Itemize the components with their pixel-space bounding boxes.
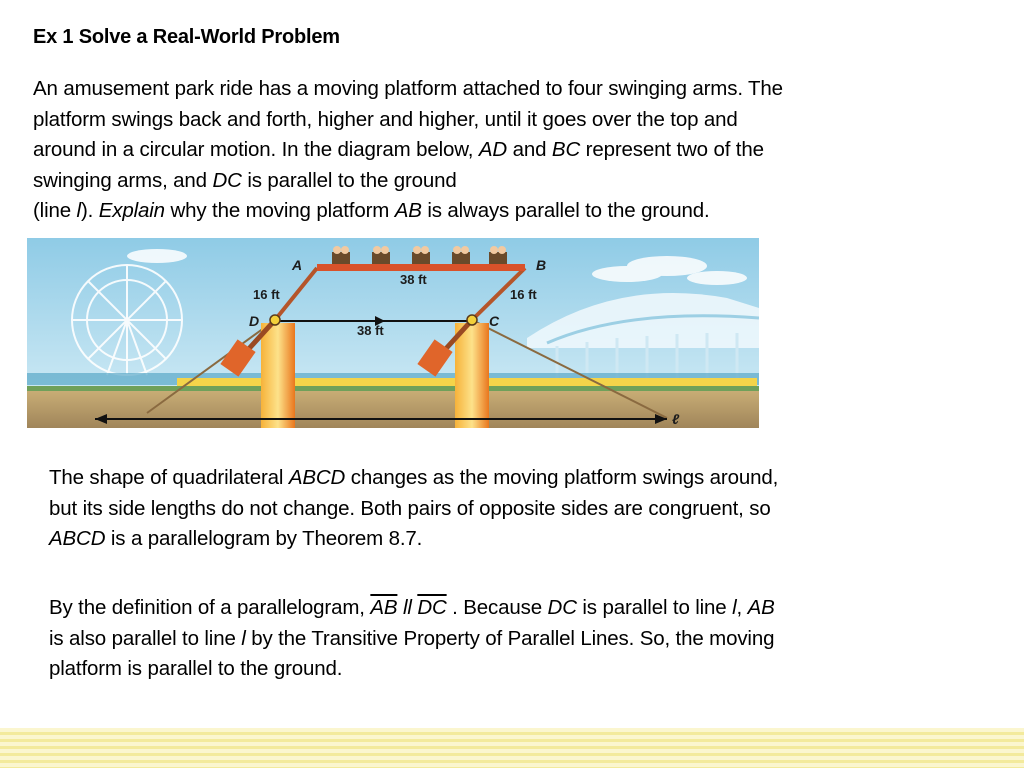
label-D: D [249, 313, 260, 329]
label-AB-length: 38 ft [400, 272, 427, 287]
tower-left [261, 323, 295, 428]
explanation-paragraph-1 [49, 463, 919, 555]
label-DC-length: 38 ft [357, 323, 384, 338]
ferris-wheel [72, 265, 182, 375]
para3-line-3: platform is parallel to the ground. [49, 657, 343, 680]
tower-right [455, 323, 489, 428]
label-AD-length: 16 ft [253, 287, 280, 302]
problem-line-4: swinging arms, and DC is parallel to the ground [33, 168, 457, 192]
label-A: A [292, 257, 303, 273]
para2-line-1: The shape of quadrilateral ABCD changes as the moving platform swings around, [49, 466, 779, 489]
para2-line-3: ABCD is a parallelogram by Theorem 8.7. [49, 527, 423, 550]
label-C: C [489, 313, 500, 329]
problem-statement [33, 74, 933, 227]
para3-line-1: By the definition of a parallelogram, $\overline{AB}$ ll $\overline{DC}$ . Because DC is parallel to line l, AB [49, 596, 775, 619]
problem-line-1: An amusement park ride has a moving platform attached to four swinging arms. The [33, 77, 783, 100]
problem-line-5: (line l). Explain why the moving platform AB is always parallel to the ground. [33, 199, 710, 222]
label-B: B [536, 257, 547, 273]
explanation-paragraph-2 [49, 593, 929, 685]
label-BC-length: 16 ft [510, 287, 537, 302]
point-D [270, 315, 280, 325]
problem-line-3: around in a circular motion. In the diagram below, AD and BC represent two of the [33, 138, 764, 161]
point-C [467, 315, 477, 325]
para2-line-2: but its side lengths do not change. Both pairs of opposite sides are congruent, so [49, 496, 771, 520]
problem-line-2: platform swings back and forth, higher and higher, until it goes over the top and [33, 107, 738, 131]
amusement-ride-diagram [27, 238, 759, 428]
footer-stripes [0, 728, 1024, 768]
slide-title: Ex 1 Solve a Real-World Problem [33, 26, 340, 48]
label-line-l: ℓ [672, 411, 680, 427]
para3-line-2: is also parallel to line l by the Transitive Property of Parallel Lines. So, the moving [49, 626, 775, 650]
